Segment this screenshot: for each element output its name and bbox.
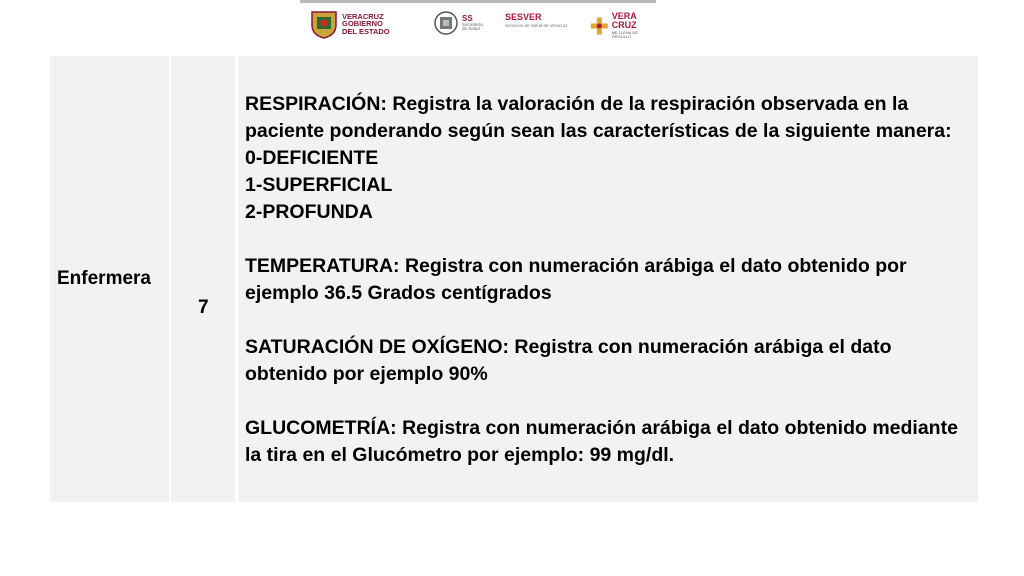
logo-veracruz-gobierno [310,9,390,39]
logo-sesver [505,13,568,29]
instructions-table [50,56,978,502]
respiracion-option: 2-PROFUNDA [245,201,373,223]
logo-line: Secretaría [462,21,483,27]
respiracion-option: 1-SUPERFICIAL [245,174,393,196]
role-label: Enfermera [57,268,151,289]
veracruz-brand-icon [590,15,609,37]
logo-line: SS [462,13,473,23]
logo-name: VERA CRUZ [611,11,637,30]
description-text [245,91,974,469]
number-cell [171,56,235,502]
respiracion-option: 0-DEFICIENTE [245,147,379,169]
veracruz-coat-of-arms-icon [310,9,338,39]
logo-line: GOBIERNO [342,19,383,29]
logo-line: DEL ESTADO [342,26,390,36]
glucometria-text: GLUCOMETRÍA: Registra con numeración arábiga el dato obtenido mediante la tira en el Glucómetro por ejemplo: 99 mg/dl. [245,417,958,466]
role-cell [50,56,169,502]
respiracion-text: RESPIRACIÓN: Registra la valoración de la respiración observada en la paciente ponderando según sean las características de la siguiente manera: [245,93,952,142]
logo-ss [434,11,483,35]
description-cell [238,56,978,502]
ss-shield-icon [434,11,458,35]
logo-subtitle: Servicios de Salud de Veracruz [505,23,568,28]
temperatura-text: TEMPERATURA: Registra con numeración arábiga el dato obtenido por ejemplo 36.5 Grados centígrados [245,255,907,304]
logo-line: VERACRUZ [342,11,384,21]
logo-line: de Salud [462,26,480,31]
step-number: 7 [198,297,209,318]
logo-subtitle: ME LLENA DE ORGULLO [611,30,638,39]
saturacion-text: SATURACIÓN DE OXÍGENO: Registra con numeración arábiga el dato obtenido por ejemplo 90% [245,336,892,385]
header-logo-strip [300,0,656,44]
logo-veracruz-brand [590,12,656,39]
logo-name: SESVER [505,12,542,22]
